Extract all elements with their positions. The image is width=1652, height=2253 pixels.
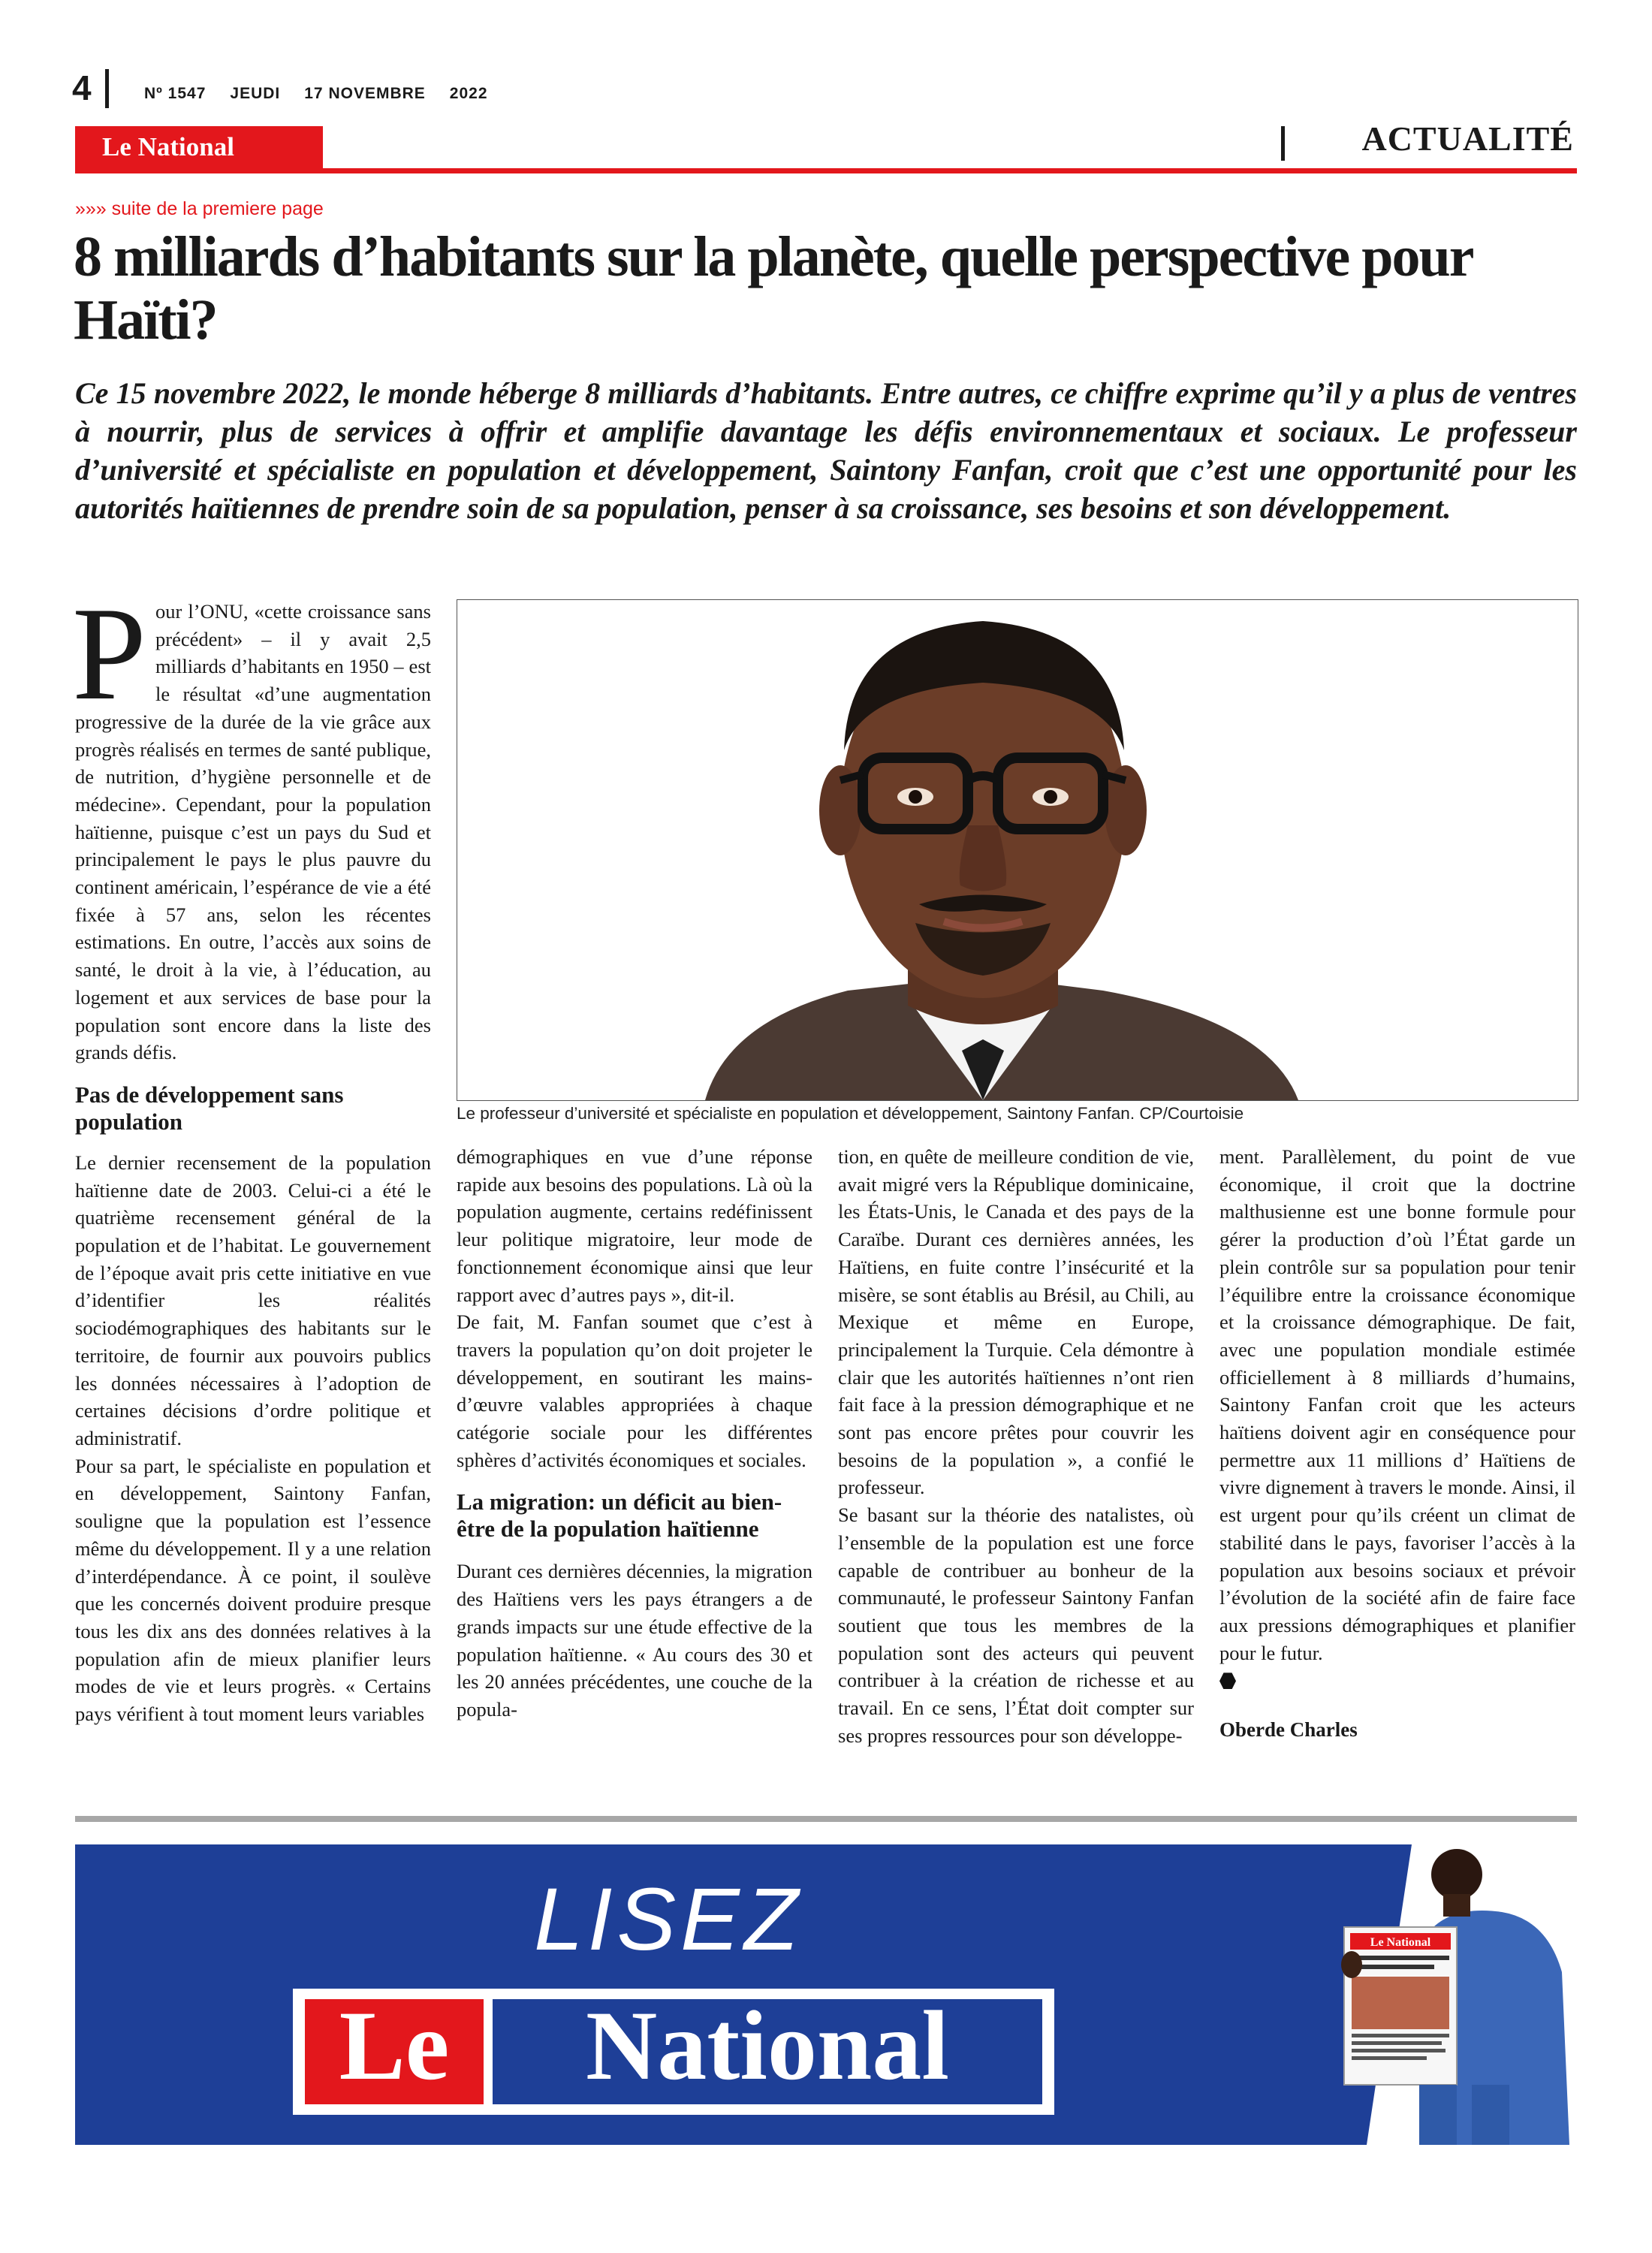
photo-caption: Le professeur d’université et spécialiste en population et développement, Saintony Fanfan. CP/Courtoisie [457, 1104, 1244, 1123]
drop-cap: P [72, 579, 146, 728]
ad-lisez: LISEZ [534, 1870, 803, 1969]
body-paragraph: Durant ces dernières décennies, la migration des Haïtiens vers les pays étrangers a de grands impacts sur une étude effective de la population haïtienne. « Au cours des 30 et les 20 années précédentes, une couche de la popula- [457, 1560, 812, 1721]
ad-mini-paper-brand: Le National [1370, 1936, 1431, 1949]
brand-name: Le National [102, 132, 234, 161]
issue-day: JEUDI [230, 85, 281, 102]
subhead-migration: La migration: un déficit au bien-être de la population haïtienne [457, 1488, 782, 1543]
body-paragraph: Le dernier recensement de la population haïtienne date de 2003. Celui-ci a été le quatrième recensement général de la population et de l’habitat. Le gouvernement de l’époque avait pris cette initiative en vue d’identifier les réalités sociodémographiques des habitants sur le territoire, de fournir aux pouvoirs publics les données nécessaires à l’adoption de certaines décisions d’ordre politique et administratif. [75, 1151, 431, 1449]
body-paragraph: Se basant sur la théorie des natalistes, où l’ensemble de la population est une force capable de contribuer au bonheur de la communauté, le professeur Saintony Fanfan soutient que tous les membres de la population sont des acteurs qui peuvent contribuer à la création de richesse et au travail. En ce sens, l’État doit compter sur ses propres ressources pour son développe- [838, 1504, 1194, 1747]
portrait-illustration [457, 600, 1578, 1100]
body-paragraph: ment. Parallèlement, du point de vue économique, il croit que la doctrine malthusienne est une bonne formule pour gérer la production d’où l’État garde un plein contrôle sur sa population pour tenir l’équilibre entre la croissance économique et la croissance démographique. De fait, avec une population mondiale estimée officiellement à 8 milliards d’humains, Saintony Fanfan croit que les acteurs haïtiens doivent agir en conséquence pour permettre aux 11 millions d’ Haïtiens de vivre dignement à travers le monde. Ainsi, il est urgent pour qu’ils créent un climat de stabilité dans le pays, favoriser l’accès à la population aux besoins sociaux et prévoir l’évolution de la société afin de faire face aux pressions démographiques et planifier pour le futur. [1219, 1145, 1575, 1664]
subhead-development: Pas de développement sans population [75, 1081, 344, 1135]
column-4 [1219, 1143, 1575, 1744]
header-rule [75, 168, 1577, 173]
page-number-divider [105, 69, 109, 108]
ad-separator [75, 1816, 1577, 1822]
ad-artwork [75, 1844, 1577, 2145]
author-byline: Oberde Charles [1219, 1718, 1358, 1742]
column-1 [72, 579, 431, 1728]
kicker: »»» suite de la premiere page [75, 198, 324, 219]
body-paragraph: our l’ONU, «cette croissance sans précédent» – il y avait 2,5 milliards d’habitants en 1950 – est le résultat «d’une augmentation progressive de la durée de la vie grâce aux progrès réalisés en termes de santé publique, de nutrition, d’hygiène personnelle et de médecine». Cependant, pour la population haïtienne, puisque c’est un pays du Sud et principalement le pays le plus pauvre du continent américain, l’espérance de vie a été fixée à 57 ans, selon les récentes estimations. En outre, l’accès aux soins de santé, le droit à la vie, à l’éducation, au logement et aux services de base pour la population sont encore dans la liste des grands défis. [75, 600, 431, 1064]
column-3 [838, 1143, 1194, 1749]
section-divider [1281, 126, 1285, 161]
page-number: 4 [72, 68, 92, 107]
advertisement-banner[interactable] [75, 1844, 1577, 2145]
body-paragraph: De fait, M. Fanfan soumet que c’est à travers la population qu’on doit projeter le développement, en soutirant les mains-d’œuvre valables appropriées à chaque catégorie sociale pour les différentes sphères d’activités économiques et sociales. [457, 1310, 812, 1471]
issue-date: 17 NOVEMBRE [304, 85, 426, 102]
ad-logo-national: National [585, 1990, 950, 2101]
column-2 [457, 1143, 812, 1724]
lede: Ce 15 novembre 2022, le monde héberge 8 milliards d’habitants. Entre autres, ce chiffre exprime qu’il y a plus de ventres à nourrir, plus de services à offrir et amplifie davantage les défis environnementaux et sociaux. Le professeur d’université et spécialiste en population et développement, Saintony Fanfan, croit que c’est une opportunité pour les autorités haïtiennes de prendre soin de sa population, penser à sa croissance, ses besoins et son développement. [75, 376, 1577, 525]
section-label: ACTUALITÉ [1361, 119, 1574, 158]
body-paragraph: tion, en quête de meilleure condition de vie, avait migré vers la République dominicaine, les États-Unis, le Canada et des pays de la Caraïbe. Durant ces dernières années, les Haïtiens, en fuite contre l’insécurité et la misère, se sont établis au Brésil, au Chili, au Mexique et même en Europe, principalement la Turquie. Cela démontre à clair que les autorités haïtiennes n’ont rien fait face à la pression démographique et ne sont pas encore prêtes pour couvrir les besoins de la population », a confié le professeur. [838, 1145, 1194, 1499]
issue-number: Nº 1547 [144, 85, 206, 102]
issue-year: 2022 [449, 85, 488, 102]
body-paragraph: Pour sa part, le spécialiste en population et en développement, Saintony Fanfan, souligne que la population est l’essence même du développement. Il y a une relation d’interdépendance. À ce point, il soulève que les concernés doivent produire presque tous les dix ans des données relatives à la population afin de mieux planifier leurs modes de vie et leurs progrès. « Certains pays vérifient à tout moment leurs variables [75, 1454, 431, 1726]
issue-line [144, 85, 512, 103]
headline: 8 milliards d’habitants sur la planète, quelle perspective pour Haïti? [74, 225, 1473, 351]
portrait-photo [457, 599, 1578, 1101]
body-paragraph: démographiques en vue d’une réponse rapide aux besoins des populations. Là où la population augmente, certains redéfinissent leur politique migratoire, leur mode de fonctionnement économique ainsi que leur rapport avec d’autres pays », dit-il. [457, 1145, 812, 1306]
end-mark-icon [1219, 1672, 1236, 1689]
ad-logo-le: Le [339, 1990, 450, 2101]
